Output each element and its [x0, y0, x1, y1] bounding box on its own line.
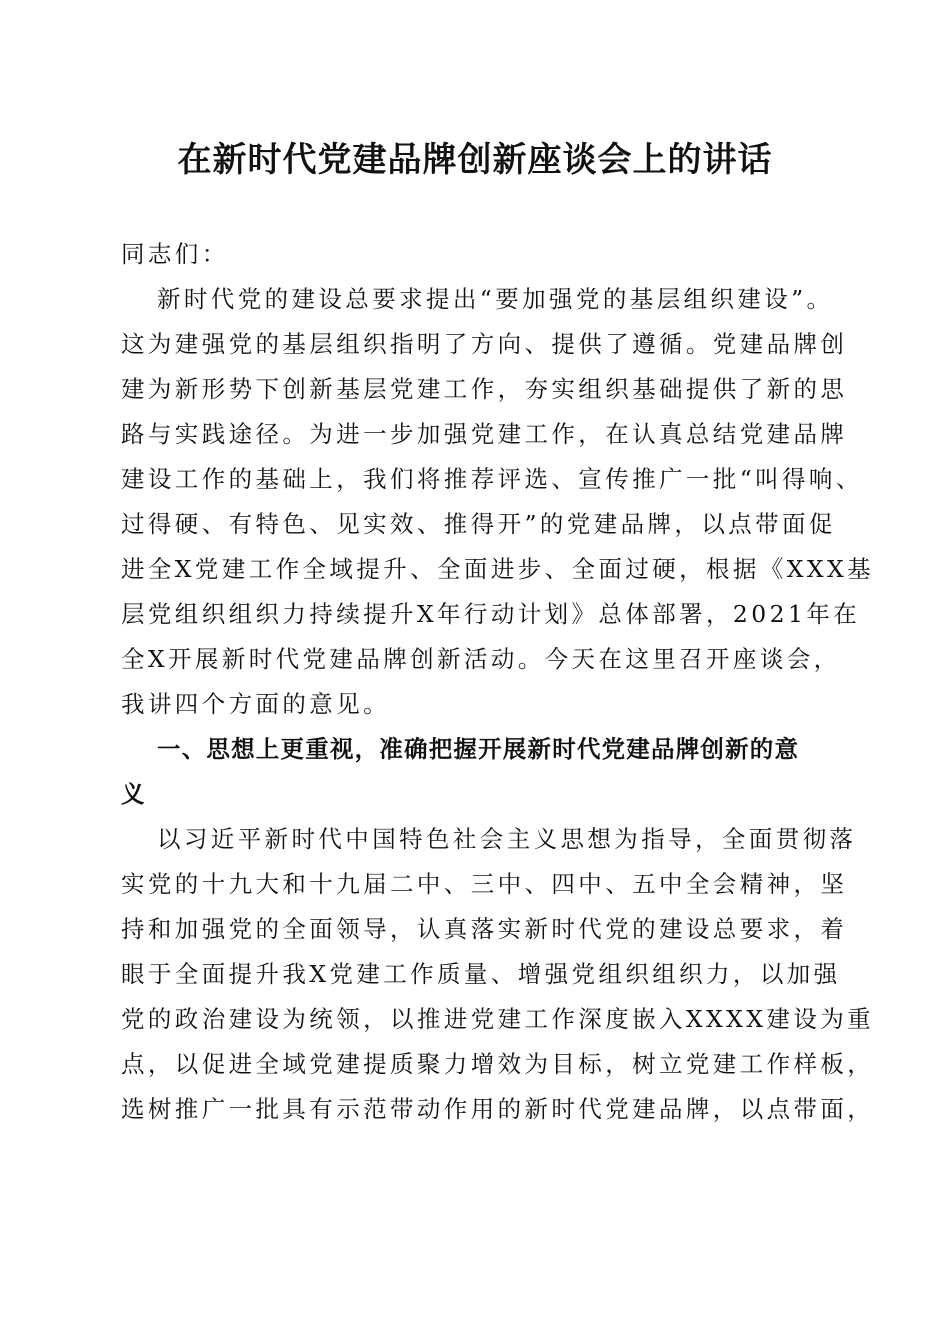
paragraph-line: 我讲四个方面的意见。 — [121, 690, 390, 718]
paragraph-line: 路与实践途径。为进一步加强党建工作，在认真总结党建品牌 — [121, 420, 848, 448]
paragraph-line: 实党的十九大和十九届二中、三中、四中、五中全会精神，坚 — [121, 870, 848, 898]
paragraph-line: 点，以促进全域党建提质聚力增效为目标，树立党建工作样板， — [121, 1050, 875, 1078]
paragraph-line: 建设工作的基础上，我们将推荐评选、宣传推广一批“叫得响、 — [121, 465, 863, 493]
document-title: 在新时代党建品牌创新座谈会上的讲话 — [177, 140, 773, 180]
paragraph-line: 过得硬、有特色、见实效、推得开”的党建品牌，以点带面促 — [121, 510, 836, 538]
heading-line: 义 — [121, 780, 148, 808]
section-heading-1 — [121, 727, 841, 817]
paragraph-1 — [121, 277, 875, 727]
paragraph-line: 建为新形势下创新基层党建工作，夯实组织基础提供了新的思 — [121, 375, 848, 403]
paragraph-line: 层党组织组织力持续提升X年行动计划》总体部署，2021年在 — [121, 600, 861, 628]
paragraph-line: 这为建强党的基层组织指明了方向、提供了遵循。党建品牌创 — [121, 330, 848, 358]
paragraph-2 — [121, 817, 875, 1132]
paragraph-line: 进全X党建工作全域提升、全面进步、全面过硬，根据《XXX基 — [121, 555, 875, 583]
paragraph-line: 选树推广一批具有示范带动作用的新时代党建品牌，以点带面， — [121, 1095, 875, 1123]
paragraph-line: 全X开展新时代党建品牌创新活动。今天在这里召开座谈会， — [121, 645, 841, 673]
salutation: 同志们： — [121, 240, 229, 268]
paragraph-line: 党的政治建设为统领，以推进党建工作深度嵌入XXXX建设为重 — [121, 1005, 875, 1033]
heading-line: 一、思想上更重视，准确把握开展新时代党建品牌创新的意 — [157, 735, 800, 763]
paragraph-line: 新时代党的建设总要求提出“要加强党的基层组织建设”。 — [157, 285, 834, 313]
paragraph-line: 眼于全面提升我X党建工作质量、增强党组织组织力，以加强 — [121, 960, 841, 988]
document-body — [121, 232, 875, 1132]
paragraph-line: 以习近平新时代中国特色社会主义思想为指导，全面贯彻落 — [157, 825, 857, 853]
paragraph-line: 持和加强党的全面领导，认真落实新时代党的建设总要求，着 — [121, 915, 848, 943]
